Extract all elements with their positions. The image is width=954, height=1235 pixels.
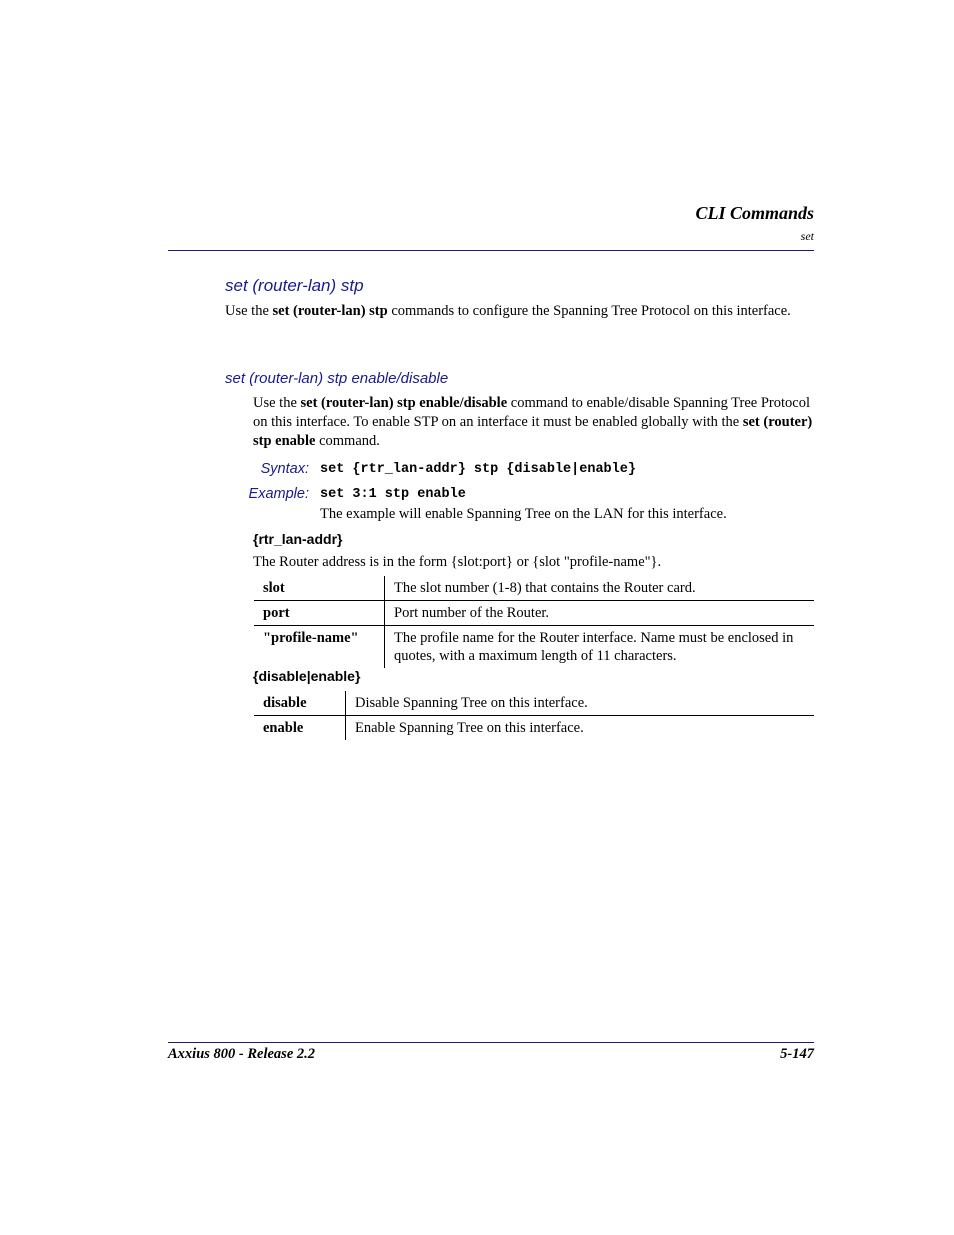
syntax-label: Syntax: <box>260 461 309 477</box>
running-header-title: CLI Commands <box>695 203 814 223</box>
param-table-disable-enable <box>254 691 814 740</box>
param-key: port <box>254 601 385 626</box>
subsection-title: set (router-lan) stp enable/disable <box>225 370 449 387</box>
param-key: "profile-name" <box>254 626 385 669</box>
param-key: enable <box>254 716 346 741</box>
table-row <box>254 626 814 669</box>
section-title: set (router-lan) stp <box>225 276 364 295</box>
example-code: set 3:1 stp enable <box>320 487 466 502</box>
param-value: The slot number (1-8) that contains the Router card. <box>394 580 696 596</box>
table-row <box>254 576 814 601</box>
param-value: Enable Spanning Tree on this interface. <box>346 716 815 741</box>
syntax-code: set {rtr_lan-addr} stp {disable|enable} <box>320 462 636 477</box>
table-row <box>254 716 814 741</box>
param-value: Disable Spanning Tree on this interface. <box>355 695 588 711</box>
table-row <box>254 601 814 626</box>
param-group-description: The Router address is in the form {slot:port} or {slot "profile-name"}. <box>253 554 662 570</box>
section-intro: Use the set (router-lan) stp commands to configure the Spanning Tree Protocol on this interface. <box>225 303 791 319</box>
header-rule <box>168 250 814 251</box>
footer-page-number: 5-147 <box>780 1046 814 1062</box>
example-description: The example will enable Spanning Tree on the LAN for this interface. <box>320 506 727 522</box>
footer-product: Axxius 800 - Release 2.2 <box>168 1046 316 1062</box>
param-value: The profile name for the Router interface. Name must be enclosed in quotes, with a maximum length of 11 characters. <box>385 626 815 669</box>
param-group-title-2: {disable|enable} <box>253 668 361 684</box>
footer-rule <box>168 1042 814 1043</box>
example-label: Example: <box>248 486 309 502</box>
subsection-description: Use the set (router-lan) stp enable/disable command to enable/disable Spanning Tree Protocol on this interface. To enable STP on an interface it must be enabled globally with the set (router) stp enable command. <box>253 395 813 449</box>
param-key: slot <box>254 576 385 601</box>
table-row <box>254 691 814 716</box>
running-header-subtitle: set <box>800 229 814 243</box>
param-table-rtr-lan-addr <box>254 576 814 668</box>
param-key: disable <box>254 691 346 716</box>
param-value: Port number of the Router. <box>385 601 815 626</box>
param-group-title: {rtr_lan-addr} <box>253 531 343 547</box>
